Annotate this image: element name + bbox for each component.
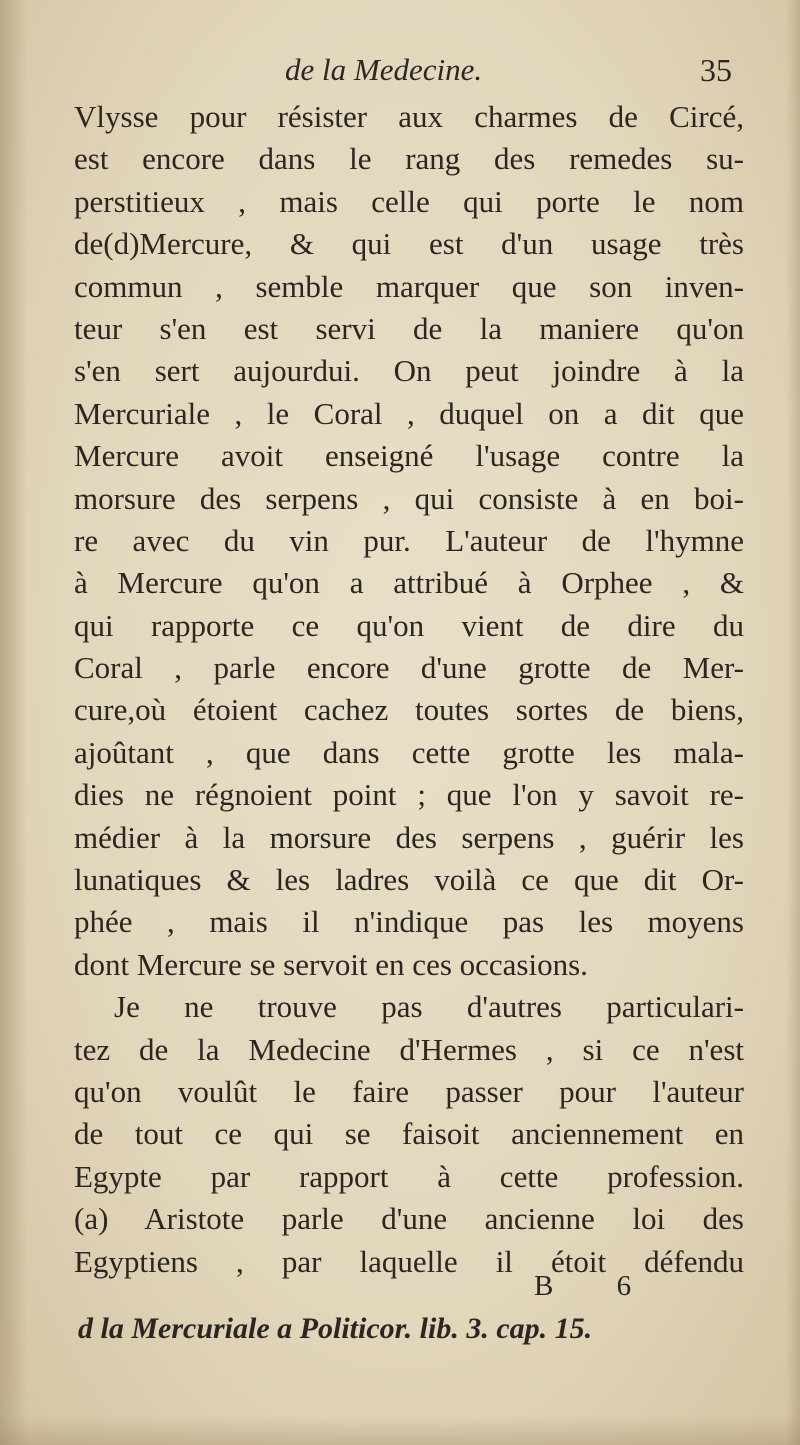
text-line: de(d)Mercure, & qui est d'un usage très — [74, 226, 744, 262]
text-line: dies ne régnoient point ; que l'on y savoit re- — [74, 777, 744, 813]
text-line: Egypte par rapport à cette profession. — [74, 1158, 744, 1194]
page-edge-shadow — [786, 0, 800, 1445]
body-text — [74, 96, 744, 1283]
text-line: qui rapporte ce qu'on vient de dire du — [74, 607, 744, 643]
text-line: Je ne trouve pas d'autres particulari- — [114, 989, 744, 1025]
page-gutter-shadow — [0, 0, 28, 1445]
text-line: est encore dans le rang des remedes su- — [74, 141, 744, 177]
text-line: médier à la morsure des serpens , guérir les — [74, 819, 744, 855]
text-line: Coral , parle encore d'une grotte de Mer- — [74, 650, 744, 686]
text-line: lunatiques & les ladres voilà ce que dit Or- — [74, 862, 744, 898]
text-line: phée , mais il n'indique pas les moyens — [74, 904, 744, 940]
text-line: qu'on voulût le faire passer pour l'auteur — [74, 1073, 744, 1109]
text-line: commun , semble marquer que son inven- — [74, 268, 744, 304]
text-line: dont Mercure se servoit en ces occasions. — [74, 946, 588, 982]
page-bottom-shadow — [0, 1415, 800, 1445]
text-line: cure,où étoient cachez toutes sortes de biens, — [74, 692, 744, 728]
footnote: d la Mercuriale a Politicor. lib. 3. cap. 15. — [78, 1312, 593, 1345]
text-line: de tout ce qui se faisoit anciennement en — [74, 1116, 744, 1152]
page-number: 35 — [700, 52, 732, 88]
page-header — [0, 52, 800, 92]
text-line: Mercure avoit enseigné l'usage contre la — [74, 438, 744, 474]
text-line: tez de la Medecine d'Hermes , si ce n'est — [74, 1031, 744, 1067]
text-line: morsure des serpens , qui consiste à en boi- — [74, 480, 744, 516]
text-line: Mercuriale , le Coral , duquel on a dit que — [74, 395, 744, 431]
text-line: s'en sert aujourdui. On peut joindre à la — [74, 353, 744, 389]
running-title: de la Medecine. — [285, 52, 483, 87]
signature-mark: B 6 — [534, 1270, 660, 1302]
text-line: teur s'en est servi de la maniere qu'on — [74, 310, 744, 346]
text-line: ajoûtant , que dans cette grotte les mala- — [74, 734, 744, 770]
text-line: Egyptiens , par laquelle il étoit défendu — [74, 1243, 744, 1279]
text-line: perstitieux , mais celle qui porte le nom — [74, 183, 744, 219]
text-line: re avec du vin pur. L'auteur de l'hymne — [74, 522, 744, 558]
text-line: à Mercure qu'on a attribué à Orphee , & — [74, 565, 744, 601]
text-line: (a) Aristote parle d'une ancienne loi des — [74, 1201, 744, 1237]
text-line: Vlysse pour résister aux charmes de Circé, — [74, 99, 744, 134]
